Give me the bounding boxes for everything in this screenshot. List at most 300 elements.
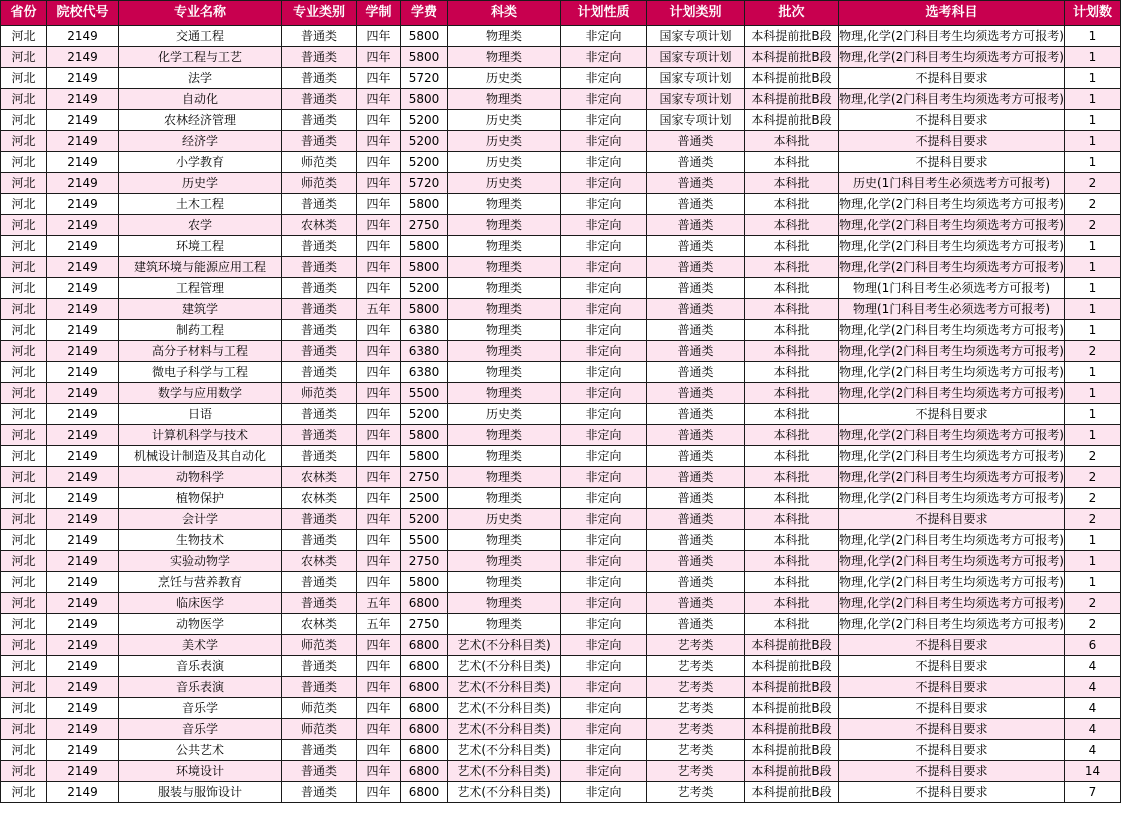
cell-province: 河北 <box>1 467 47 488</box>
cell-duration: 四年 <box>357 47 401 68</box>
header-province: 省份 <box>1 1 47 26</box>
cell-plan-type: 国家专项计划 <box>647 47 745 68</box>
cell-plan-count: 1 <box>1065 572 1121 593</box>
cell-tuition: 6800 <box>401 698 448 719</box>
table-row <box>1 404 1121 425</box>
cell-major-name: 经济学 <box>119 131 282 152</box>
cell-subject-track: 物理类 <box>448 215 561 236</box>
cell-major-name: 微电子科学与工程 <box>119 362 282 383</box>
cell-major-category: 普通类 <box>282 509 357 530</box>
cell-plan-type: 艺考类 <box>647 656 745 677</box>
cell-required-subjects: 不提科目要求 <box>839 68 1065 89</box>
cell-major-category: 农林类 <box>282 551 357 572</box>
cell-province: 河北 <box>1 761 47 782</box>
cell-required-subjects: 不提科目要求 <box>839 740 1065 761</box>
cell-required-subjects: 物理,化学(2门科目考生均须选考方可报考) <box>839 194 1065 215</box>
cell-major-name: 自动化 <box>119 89 282 110</box>
cell-batch: 本科提前批B段 <box>745 68 839 89</box>
table-row <box>1 47 1121 68</box>
cell-plan-type: 普通类 <box>647 446 745 467</box>
cell-plan-nature: 非定向 <box>561 47 647 68</box>
cell-plan-count: 1 <box>1065 320 1121 341</box>
cell-major-name: 动物医学 <box>119 614 282 635</box>
cell-major-name: 历史学 <box>119 173 282 194</box>
cell-major-name: 公共艺术 <box>119 740 282 761</box>
cell-plan-nature: 非定向 <box>561 110 647 131</box>
cell-duration: 四年 <box>357 194 401 215</box>
cell-batch: 本科提前批B段 <box>745 782 839 803</box>
cell-school-code: 2149 <box>47 782 119 803</box>
cell-subject-track: 物理类 <box>448 551 561 572</box>
cell-major-category: 普通类 <box>282 68 357 89</box>
cell-province: 河北 <box>1 383 47 404</box>
table-row <box>1 257 1121 278</box>
cell-province: 河北 <box>1 509 47 530</box>
cell-required-subjects: 历史(1门科目考生必须选考方可报考) <box>839 173 1065 194</box>
cell-major-name: 机械设计制造及其自动化 <box>119 446 282 467</box>
cell-plan-nature: 非定向 <box>561 299 647 320</box>
cell-major-name: 音乐表演 <box>119 677 282 698</box>
cell-major-name: 生物技术 <box>119 530 282 551</box>
cell-school-code: 2149 <box>47 719 119 740</box>
cell-major-name: 交通工程 <box>119 26 282 47</box>
header-school-code: 院校代号 <box>47 1 119 26</box>
cell-batch: 本科批 <box>745 404 839 425</box>
cell-school-code: 2149 <box>47 152 119 173</box>
table-row <box>1 299 1121 320</box>
cell-major-category: 普通类 <box>282 341 357 362</box>
cell-required-subjects: 不提科目要求 <box>839 509 1065 530</box>
cell-plan-count: 2 <box>1065 593 1121 614</box>
cell-subject-track: 物理类 <box>448 467 561 488</box>
cell-school-code: 2149 <box>47 551 119 572</box>
cell-tuition: 6800 <box>401 656 448 677</box>
cell-plan-count: 1 <box>1065 26 1121 47</box>
cell-province: 河北 <box>1 236 47 257</box>
cell-batch: 本科批 <box>745 362 839 383</box>
cell-batch: 本科批 <box>745 383 839 404</box>
cell-required-subjects: 物理(1门科目考生必须选考方可报考) <box>839 278 1065 299</box>
cell-batch: 本科提前批B段 <box>745 110 839 131</box>
cell-major-category: 普通类 <box>282 236 357 257</box>
cell-batch: 本科批 <box>745 131 839 152</box>
cell-batch: 本科批 <box>745 509 839 530</box>
cell-tuition: 5720 <box>401 68 448 89</box>
cell-major-category: 师范类 <box>282 173 357 194</box>
cell-tuition: 5800 <box>401 425 448 446</box>
cell-major-category: 普通类 <box>282 593 357 614</box>
cell-province: 河北 <box>1 89 47 110</box>
cell-major-name: 数学与应用数学 <box>119 383 282 404</box>
cell-plan-nature: 非定向 <box>561 446 647 467</box>
cell-tuition: 6800 <box>401 740 448 761</box>
cell-required-subjects: 物理,化学(2门科目考生均须选考方可报考) <box>839 530 1065 551</box>
cell-province: 河北 <box>1 551 47 572</box>
cell-required-subjects: 不提科目要求 <box>839 761 1065 782</box>
cell-plan-type: 普通类 <box>647 173 745 194</box>
table-row <box>1 593 1121 614</box>
table-row <box>1 425 1121 446</box>
cell-duration: 四年 <box>357 404 401 425</box>
cell-province: 河北 <box>1 425 47 446</box>
header-subject-track: 科类 <box>448 1 561 26</box>
cell-subject-track: 艺术(不分科目类) <box>448 698 561 719</box>
cell-plan-nature: 非定向 <box>561 341 647 362</box>
cell-school-code: 2149 <box>47 677 119 698</box>
cell-plan-nature: 非定向 <box>561 215 647 236</box>
cell-tuition: 6800 <box>401 719 448 740</box>
cell-major-category: 普通类 <box>282 362 357 383</box>
cell-duration: 四年 <box>357 341 401 362</box>
cell-plan-nature: 非定向 <box>561 131 647 152</box>
cell-duration: 四年 <box>357 383 401 404</box>
cell-plan-count: 4 <box>1065 698 1121 719</box>
cell-plan-count: 1 <box>1065 110 1121 131</box>
cell-subject-track: 艺术(不分科目类) <box>448 656 561 677</box>
table-row <box>1 635 1121 656</box>
cell-batch: 本科批 <box>745 593 839 614</box>
cell-plan-count: 1 <box>1065 89 1121 110</box>
cell-plan-type: 普通类 <box>647 404 745 425</box>
cell-required-subjects: 物理,化学(2门科目考生均须选考方可报考) <box>839 341 1065 362</box>
cell-subject-track: 历史类 <box>448 110 561 131</box>
cell-batch: 本科提前批B段 <box>745 761 839 782</box>
cell-tuition: 5800 <box>401 236 448 257</box>
cell-plan-count: 2 <box>1065 614 1121 635</box>
cell-plan-nature: 非定向 <box>561 761 647 782</box>
cell-plan-nature: 非定向 <box>561 698 647 719</box>
cell-tuition: 5200 <box>401 152 448 173</box>
cell-required-subjects: 物理(1门科目考生必须选考方可报考) <box>839 299 1065 320</box>
cell-tuition: 6380 <box>401 362 448 383</box>
cell-school-code: 2149 <box>47 110 119 131</box>
cell-required-subjects: 物理,化学(2门科目考生均须选考方可报考) <box>839 467 1065 488</box>
table-row <box>1 740 1121 761</box>
cell-required-subjects: 不提科目要求 <box>839 719 1065 740</box>
cell-plan-nature: 非定向 <box>561 173 647 194</box>
cell-duration: 四年 <box>357 320 401 341</box>
cell-subject-track: 物理类 <box>448 257 561 278</box>
cell-province: 河北 <box>1 299 47 320</box>
cell-plan-count: 1 <box>1065 47 1121 68</box>
cell-major-category: 普通类 <box>282 530 357 551</box>
cell-batch: 本科提前批B段 <box>745 677 839 698</box>
cell-subject-track: 艺术(不分科目类) <box>448 740 561 761</box>
cell-plan-type: 普通类 <box>647 614 745 635</box>
cell-major-category: 普通类 <box>282 572 357 593</box>
cell-required-subjects: 不提科目要求 <box>839 635 1065 656</box>
cell-tuition: 5720 <box>401 173 448 194</box>
cell-tuition: 5800 <box>401 47 448 68</box>
cell-major-category: 农林类 <box>282 488 357 509</box>
cell-school-code: 2149 <box>47 236 119 257</box>
cell-batch: 本科提前批B段 <box>745 698 839 719</box>
cell-duration: 四年 <box>357 698 401 719</box>
table-row <box>1 530 1121 551</box>
cell-duration: 四年 <box>357 551 401 572</box>
cell-plan-count: 1 <box>1065 278 1121 299</box>
cell-province: 河北 <box>1 47 47 68</box>
cell-duration: 四年 <box>357 26 401 47</box>
cell-plan-nature: 非定向 <box>561 677 647 698</box>
cell-subject-track: 物理类 <box>448 614 561 635</box>
table-row <box>1 509 1121 530</box>
cell-school-code: 2149 <box>47 446 119 467</box>
cell-plan-type: 普通类 <box>647 551 745 572</box>
cell-duration: 四年 <box>357 677 401 698</box>
table-row <box>1 215 1121 236</box>
cell-province: 河北 <box>1 362 47 383</box>
cell-required-subjects: 物理,化学(2门科目考生均须选考方可报考) <box>839 551 1065 572</box>
cell-duration: 四年 <box>357 719 401 740</box>
cell-plan-type: 艺考类 <box>647 677 745 698</box>
cell-major-name: 音乐学 <box>119 719 282 740</box>
cell-tuition: 5200 <box>401 131 448 152</box>
cell-plan-count: 4 <box>1065 740 1121 761</box>
cell-plan-type: 普通类 <box>647 278 745 299</box>
table-row <box>1 719 1121 740</box>
cell-subject-track: 历史类 <box>448 68 561 89</box>
cell-tuition: 2750 <box>401 467 448 488</box>
cell-duration: 四年 <box>357 215 401 236</box>
cell-major-category: 农林类 <box>282 215 357 236</box>
cell-required-subjects: 不提科目要求 <box>839 656 1065 677</box>
cell-school-code: 2149 <box>47 593 119 614</box>
header-major-name: 专业名称 <box>119 1 282 26</box>
cell-tuition: 5500 <box>401 383 448 404</box>
cell-school-code: 2149 <box>47 404 119 425</box>
cell-duration: 四年 <box>357 761 401 782</box>
cell-subject-track: 艺术(不分科目类) <box>448 761 561 782</box>
cell-subject-track: 历史类 <box>448 152 561 173</box>
cell-required-subjects: 不提科目要求 <box>839 152 1065 173</box>
cell-batch: 本科提前批B段 <box>745 656 839 677</box>
cell-batch: 本科批 <box>745 278 839 299</box>
cell-batch: 本科提前批B段 <box>745 89 839 110</box>
cell-tuition: 5200 <box>401 110 448 131</box>
cell-school-code: 2149 <box>47 761 119 782</box>
table-row <box>1 236 1121 257</box>
cell-school-code: 2149 <box>47 194 119 215</box>
cell-plan-nature: 非定向 <box>561 509 647 530</box>
cell-batch: 本科提前批B段 <box>745 47 839 68</box>
cell-major-category: 普通类 <box>282 26 357 47</box>
cell-required-subjects: 物理,化学(2门科目考生均须选考方可报考) <box>839 362 1065 383</box>
cell-subject-track: 物理类 <box>448 194 561 215</box>
cell-batch: 本科批 <box>745 215 839 236</box>
cell-plan-nature: 非定向 <box>561 593 647 614</box>
cell-duration: 四年 <box>357 782 401 803</box>
cell-batch: 本科批 <box>745 299 839 320</box>
cell-plan-type: 艺考类 <box>647 635 745 656</box>
cell-plan-type: 普通类 <box>647 467 745 488</box>
table-row <box>1 614 1121 635</box>
table-row <box>1 320 1121 341</box>
table-header-row <box>1 1 1121 26</box>
cell-major-category: 普通类 <box>282 110 357 131</box>
cell-school-code: 2149 <box>47 26 119 47</box>
table-row <box>1 551 1121 572</box>
cell-plan-type: 艺考类 <box>647 761 745 782</box>
cell-batch: 本科批 <box>745 614 839 635</box>
cell-plan-count: 4 <box>1065 677 1121 698</box>
cell-plan-type: 国家专项计划 <box>647 110 745 131</box>
cell-province: 河北 <box>1 677 47 698</box>
cell-major-category: 普通类 <box>282 47 357 68</box>
cell-major-category: 农林类 <box>282 467 357 488</box>
cell-province: 河北 <box>1 782 47 803</box>
cell-major-name: 小学教育 <box>119 152 282 173</box>
cell-tuition: 2750 <box>401 614 448 635</box>
cell-major-name: 工程管理 <box>119 278 282 299</box>
cell-province: 河北 <box>1 593 47 614</box>
cell-batch: 本科提前批B段 <box>745 719 839 740</box>
cell-plan-type: 普通类 <box>647 593 745 614</box>
header-duration: 学制 <box>357 1 401 26</box>
cell-subject-track: 物理类 <box>448 362 561 383</box>
cell-plan-count: 4 <box>1065 656 1121 677</box>
table-row <box>1 656 1121 677</box>
cell-duration: 五年 <box>357 614 401 635</box>
cell-plan-nature: 非定向 <box>561 152 647 173</box>
cell-school-code: 2149 <box>47 425 119 446</box>
cell-tuition: 6800 <box>401 677 448 698</box>
cell-duration: 四年 <box>357 236 401 257</box>
cell-tuition: 5800 <box>401 89 448 110</box>
cell-plan-nature: 非定向 <box>561 635 647 656</box>
cell-plan-type: 普通类 <box>647 194 745 215</box>
cell-batch: 本科批 <box>745 488 839 509</box>
cell-school-code: 2149 <box>47 362 119 383</box>
cell-plan-nature: 非定向 <box>561 68 647 89</box>
cell-major-category: 普通类 <box>282 404 357 425</box>
cell-school-code: 2149 <box>47 299 119 320</box>
cell-school-code: 2149 <box>47 278 119 299</box>
cell-subject-track: 物理类 <box>448 320 561 341</box>
cell-duration: 四年 <box>357 173 401 194</box>
cell-required-subjects: 物理,化学(2门科目考生均须选考方可报考) <box>839 236 1065 257</box>
cell-major-name: 美术学 <box>119 635 282 656</box>
cell-batch: 本科提前批B段 <box>745 635 839 656</box>
cell-batch: 本科提前批B段 <box>745 740 839 761</box>
cell-tuition: 6800 <box>401 635 448 656</box>
cell-school-code: 2149 <box>47 257 119 278</box>
cell-province: 河北 <box>1 719 47 740</box>
cell-school-code: 2149 <box>47 740 119 761</box>
cell-major-category: 普通类 <box>282 425 357 446</box>
cell-major-category: 师范类 <box>282 152 357 173</box>
cell-required-subjects: 不提科目要求 <box>839 404 1065 425</box>
cell-plan-count: 2 <box>1065 173 1121 194</box>
cell-major-name: 建筑学 <box>119 299 282 320</box>
table-row <box>1 698 1121 719</box>
cell-school-code: 2149 <box>47 488 119 509</box>
cell-province: 河北 <box>1 152 47 173</box>
cell-required-subjects: 物理,化学(2门科目考生均须选考方可报考) <box>839 257 1065 278</box>
table-row <box>1 89 1121 110</box>
cell-plan-nature: 非定向 <box>561 194 647 215</box>
cell-school-code: 2149 <box>47 635 119 656</box>
cell-province: 河北 <box>1 278 47 299</box>
cell-major-name: 农林经济管理 <box>119 110 282 131</box>
cell-tuition: 6380 <box>401 320 448 341</box>
cell-plan-nature: 非定向 <box>561 26 647 47</box>
cell-plan-count: 2 <box>1065 509 1121 530</box>
cell-required-subjects: 不提科目要求 <box>839 110 1065 131</box>
cell-required-subjects: 不提科目要求 <box>839 698 1065 719</box>
cell-plan-nature: 非定向 <box>561 404 647 425</box>
cell-duration: 四年 <box>357 257 401 278</box>
cell-plan-nature: 非定向 <box>561 719 647 740</box>
cell-major-name: 服装与服饰设计 <box>119 782 282 803</box>
cell-plan-count: 4 <box>1065 719 1121 740</box>
cell-required-subjects: 不提科目要求 <box>839 677 1065 698</box>
cell-major-name: 计算机科学与技术 <box>119 425 282 446</box>
header-major-category: 专业类别 <box>282 1 357 26</box>
cell-plan-count: 1 <box>1065 299 1121 320</box>
cell-plan-count: 1 <box>1065 530 1121 551</box>
cell-plan-type: 艺考类 <box>647 698 745 719</box>
cell-school-code: 2149 <box>47 656 119 677</box>
cell-province: 河北 <box>1 26 47 47</box>
cell-tuition: 6800 <box>401 782 448 803</box>
cell-plan-type: 普通类 <box>647 383 745 404</box>
cell-major-category: 普通类 <box>282 89 357 110</box>
table-row <box>1 173 1121 194</box>
cell-batch: 本科批 <box>745 446 839 467</box>
cell-school-code: 2149 <box>47 320 119 341</box>
cell-plan-nature: 非定向 <box>561 383 647 404</box>
cell-tuition: 2500 <box>401 488 448 509</box>
cell-plan-count: 2 <box>1065 488 1121 509</box>
table-row <box>1 68 1121 89</box>
table-row <box>1 572 1121 593</box>
cell-tuition: 5500 <box>401 530 448 551</box>
cell-tuition: 6800 <box>401 761 448 782</box>
cell-plan-nature: 非定向 <box>561 782 647 803</box>
table-row <box>1 152 1121 173</box>
cell-subject-track: 物理类 <box>448 383 561 404</box>
cell-school-code: 2149 <box>47 173 119 194</box>
cell-plan-count: 2 <box>1065 467 1121 488</box>
cell-required-subjects: 物理,化学(2门科目考生均须选考方可报考) <box>839 26 1065 47</box>
cell-subject-track: 艺术(不分科目类) <box>448 719 561 740</box>
table-row <box>1 362 1121 383</box>
header-plan-type: 计划类别 <box>647 1 745 26</box>
cell-batch: 本科批 <box>745 320 839 341</box>
cell-plan-type: 艺考类 <box>647 719 745 740</box>
cell-plan-nature: 非定向 <box>561 467 647 488</box>
cell-plan-type: 普通类 <box>647 425 745 446</box>
cell-plan-type: 普通类 <box>647 362 745 383</box>
cell-plan-nature: 非定向 <box>561 236 647 257</box>
cell-major-name: 法学 <box>119 68 282 89</box>
cell-school-code: 2149 <box>47 572 119 593</box>
cell-tuition: 5200 <box>401 278 448 299</box>
cell-school-code: 2149 <box>47 131 119 152</box>
cell-school-code: 2149 <box>47 698 119 719</box>
cell-duration: 四年 <box>357 425 401 446</box>
cell-subject-track: 物理类 <box>448 446 561 467</box>
cell-school-code: 2149 <box>47 614 119 635</box>
table-row <box>1 782 1121 803</box>
cell-plan-count: 2 <box>1065 341 1121 362</box>
cell-province: 河北 <box>1 215 47 236</box>
cell-subject-track: 物理类 <box>448 236 561 257</box>
cell-batch: 本科批 <box>745 551 839 572</box>
cell-major-name: 烹饪与营养教育 <box>119 572 282 593</box>
cell-duration: 四年 <box>357 362 401 383</box>
